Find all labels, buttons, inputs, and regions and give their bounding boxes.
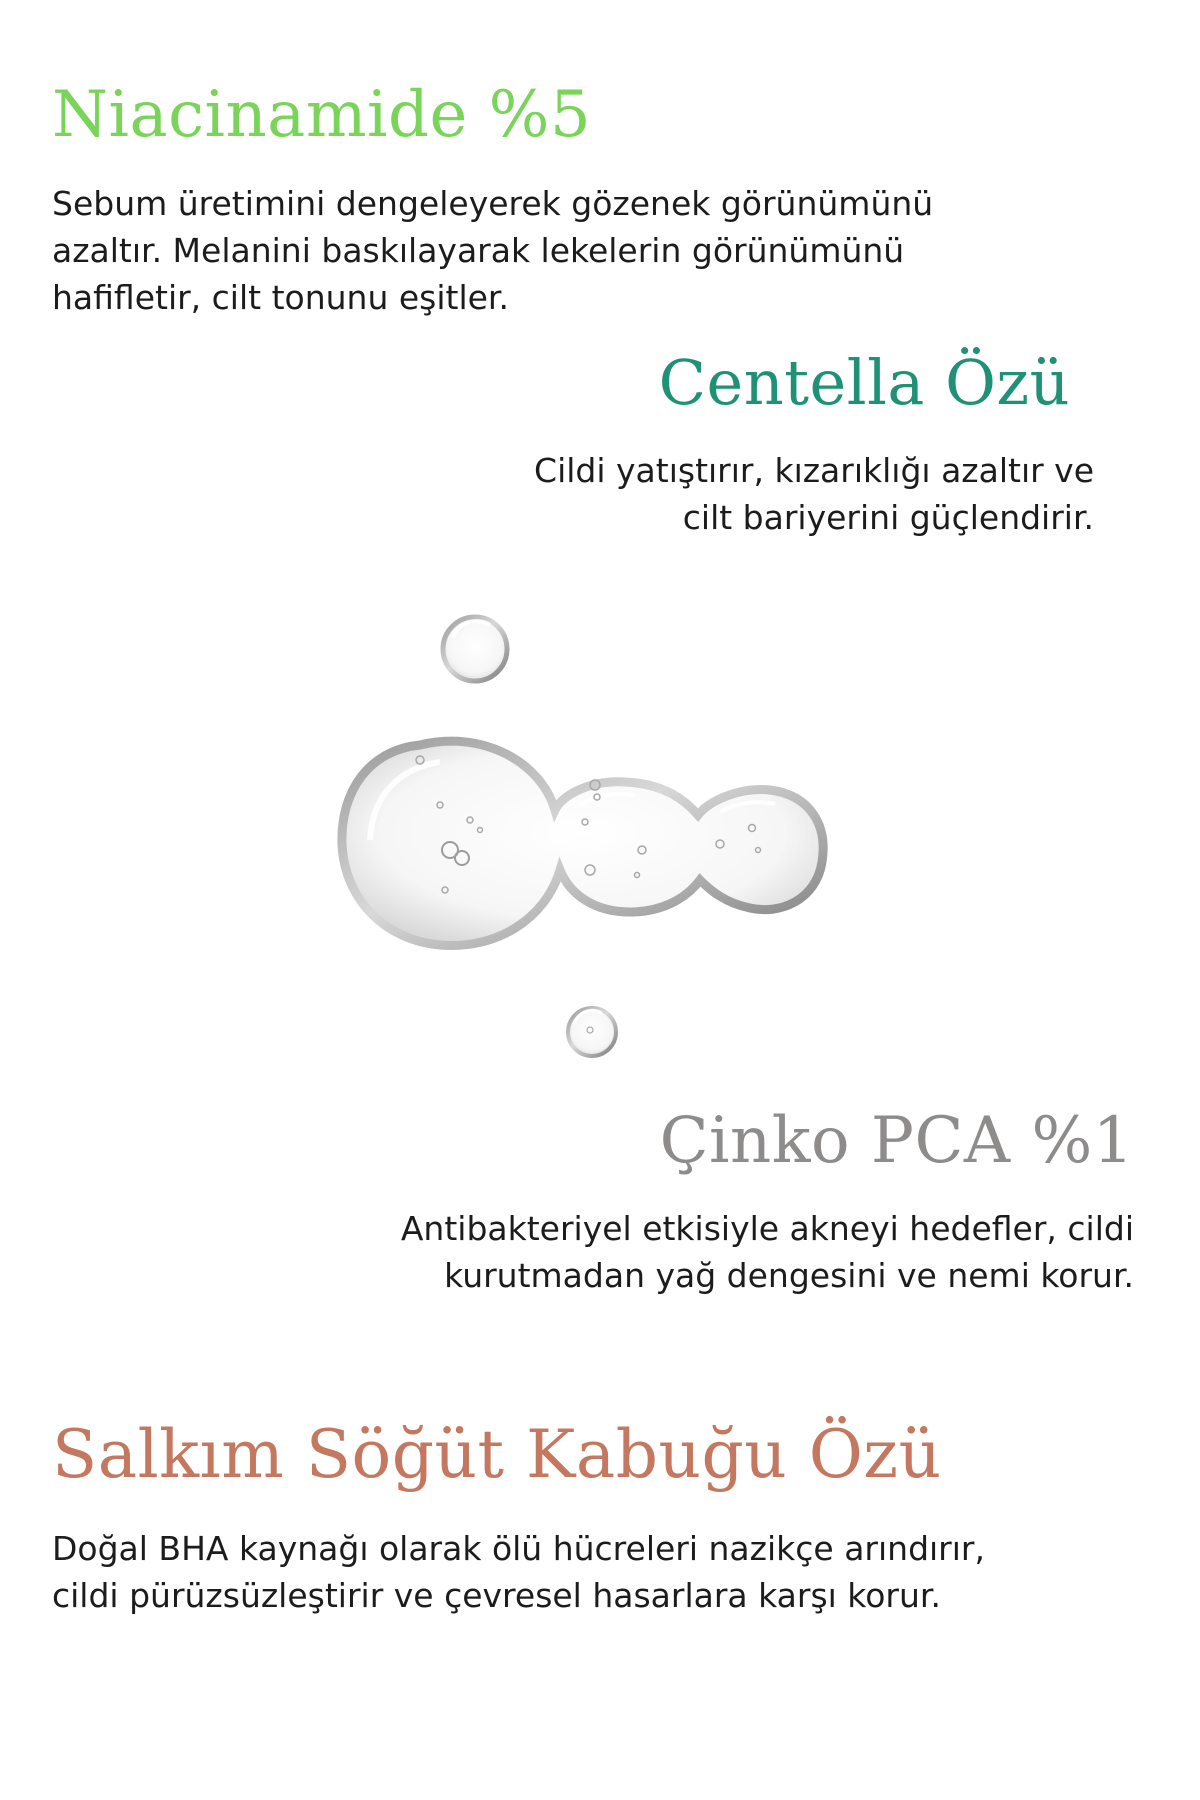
- centella-title: Centella Özü: [658, 346, 1070, 419]
- niacinamide-line-2: azaltır. Melanini baskılayarak lekelerin görünümünü: [52, 231, 905, 270]
- salkim-line-2: cildi pürüzsüzleştirir ve çevresel hasarlara karşı korur.: [52, 1576, 941, 1615]
- centella-description: [534, 447, 1094, 541]
- niacinamide-line-1: Sebum üretimini dengeleyerek gözenek görünümünü: [52, 184, 934, 223]
- niacinamide-description: [52, 180, 933, 321]
- centella-line-1: Cildi yatıştırır, kızarıklığı azaltır ve: [534, 451, 1094, 490]
- small-drop-top: [443, 617, 507, 681]
- cinko-line-2: kurutmadan yağ dengesini ve nemi korur.: [444, 1256, 1134, 1295]
- salkim-line-1: Doğal BHA kaynağı olarak ölü hücreleri nazikçe arındırır,: [52, 1529, 985, 1568]
- small-drop-bottom: [568, 1008, 616, 1056]
- salkim-title: Salkım Söğüt Kabuğu Özü: [52, 1416, 942, 1493]
- serum-drops-icon: [300, 600, 840, 1080]
- cinko-description: [401, 1205, 1134, 1299]
- salkim-description: [52, 1525, 985, 1619]
- niacinamide-title: Niacinamide %5: [52, 78, 592, 152]
- cinko-title: Çinko PCA %1: [659, 1104, 1134, 1178]
- large-drop-chain: [342, 741, 823, 945]
- centella-line-2: cilt bariyerini güçlendirir.: [682, 498, 1094, 537]
- cinko-line-1: Antibakteriyel etkisiyle akneyi hedefler, cildi: [400, 1209, 1134, 1248]
- niacinamide-line-3: hafifletir, cilt tonunu eşitler.: [52, 278, 509, 317]
